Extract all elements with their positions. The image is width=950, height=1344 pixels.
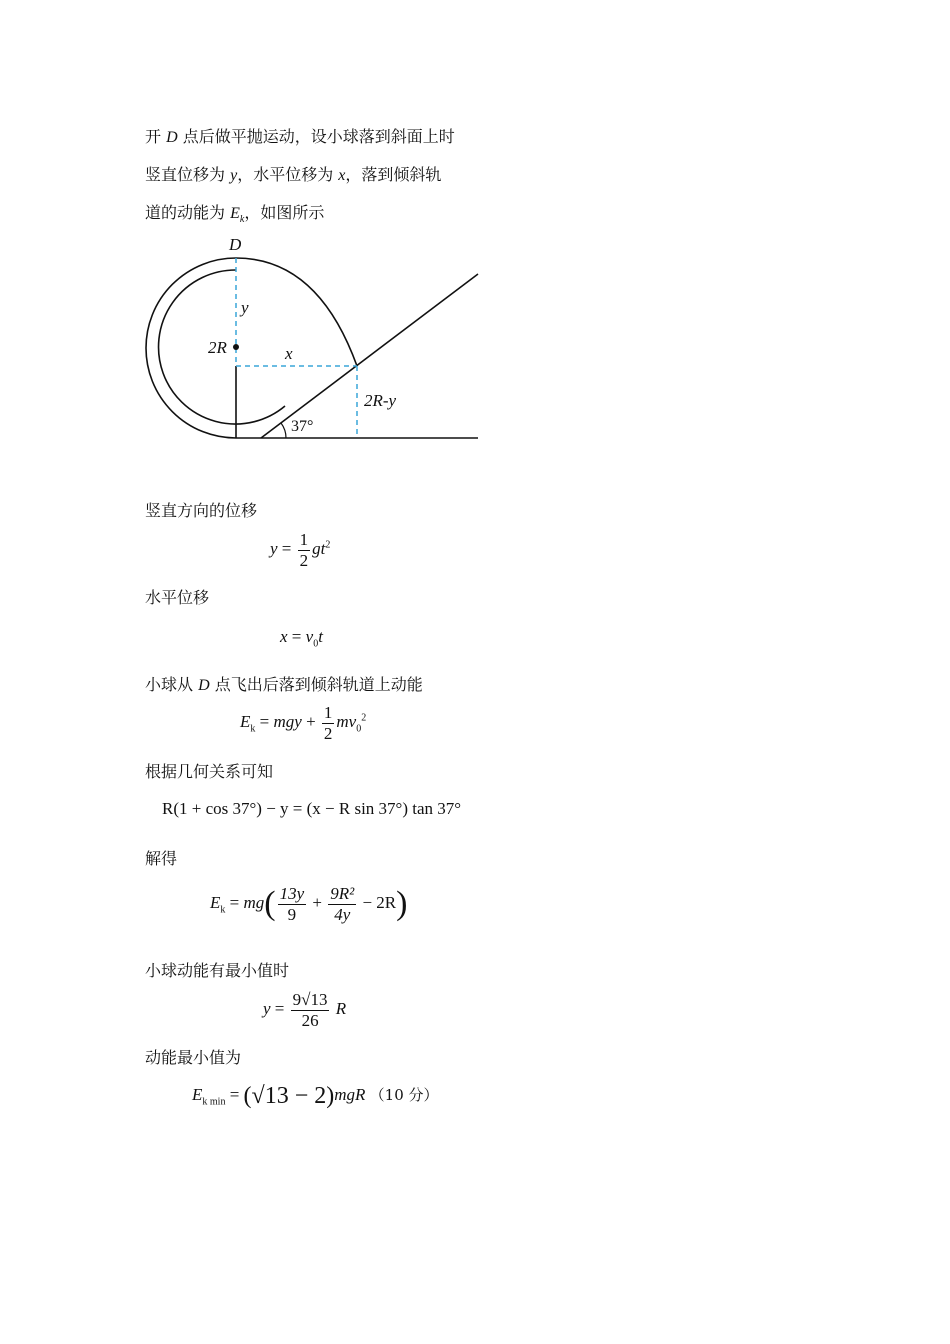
equation-minimum-y: y = $\frac{9√13}{26}$ R [263, 990, 347, 1030]
incline-line [261, 274, 478, 438]
intro-line-3 [145, 200, 324, 225]
label-angle: 37° [291, 418, 314, 435]
equation-kinetic-energy: $E_k$ = mgy + $\frac{1}{2}$ $mv_0^2$ [240, 703, 367, 743]
text: 点后做平抛运动，设小球落到斜面上时 [177, 127, 455, 146]
var-D: D [166, 129, 178, 146]
step-label-2: 水平位移 [145, 588, 210, 607]
equation-horizontal-displacement: $x = v_0t$ [280, 627, 323, 650]
physics-diagram [0, 230, 500, 450]
equation-solution: $E_k = mg$( $\frac{13y}{9}$ + $\frac{\text{9R²}}{4y}$ − 2R) [210, 884, 408, 924]
label-2R: 2R [208, 338, 227, 357]
text: 道的动能为 [145, 203, 231, 222]
text: ，水平位移为 [237, 165, 339, 184]
step-label-4: 根据几何关系可知 [145, 762, 274, 781]
step-label-1: 竖直方向的位移 [145, 501, 258, 520]
score-label: （10 分） [369, 1086, 439, 1104]
subscript-k: k [239, 214, 245, 226]
step-label-3: 小球从 D 点飞出后落到倾斜轨道上动能 [145, 675, 423, 694]
step-label-6: 小球动能有最小值时 [145, 961, 290, 980]
text: 开 [145, 127, 167, 146]
intro-line-2 [145, 162, 441, 185]
equation-vertical-displacement: y = $\frac{1}{2}$ $gt^2$ [270, 530, 331, 570]
label-D: D [229, 235, 242, 254]
equation-geometry: R(1 + cos 37°) − y = (x − R sin 37°) tan 37° [162, 799, 462, 818]
text: ，落到倾斜轨 [345, 165, 442, 184]
var-x: x [338, 167, 346, 184]
step-label-7: 动能最小值为 [145, 1048, 242, 1067]
label-y: y [241, 298, 249, 317]
label-2R-y: 2R-y [364, 391, 397, 410]
var-E: E [230, 205, 240, 222]
step-label-5: 解得 [145, 849, 178, 868]
center-dot [233, 344, 239, 350]
angle-arc [281, 423, 286, 438]
label-x: x [285, 344, 293, 363]
var-y: y [230, 167, 238, 184]
equation-minimum-energy: $E_{k min} = (√13 - 2)mgR$ （10 分） [192, 1083, 439, 1110]
intro-line-1 [145, 124, 455, 147]
text: 竖直位移为 [145, 165, 231, 184]
text: ，如图所示 [244, 203, 325, 222]
trajectory-curve [236, 258, 357, 366]
